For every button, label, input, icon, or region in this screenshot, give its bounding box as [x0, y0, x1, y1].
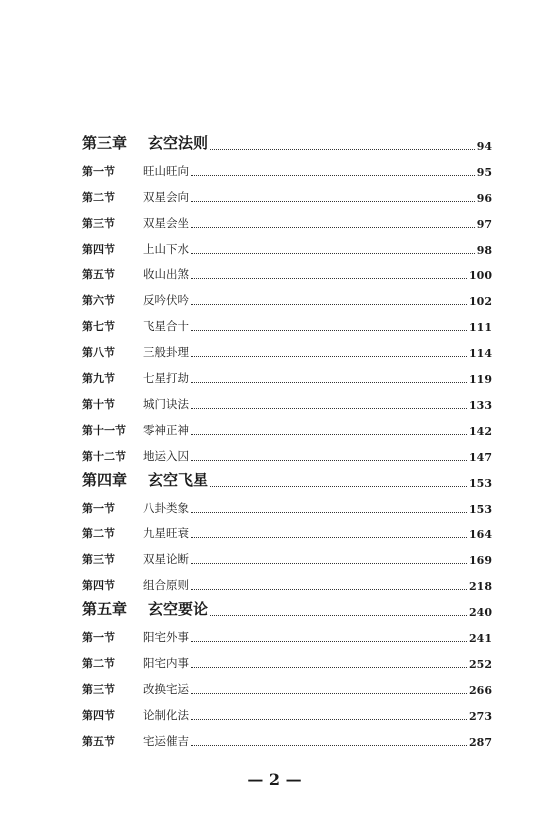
page-reference: 153: [469, 502, 492, 516]
dot-leader: [191, 175, 475, 176]
toc-section-entry[interactable]: [82, 516, 492, 542]
dot-leader: [191, 227, 475, 228]
dot-leader: [191, 589, 467, 590]
section-title: 三般卦理: [143, 345, 189, 360]
dot-leader: [191, 330, 467, 331]
page-reference: 266: [469, 683, 492, 697]
page-reference: 147: [469, 450, 492, 464]
toc-section-entry[interactable]: [82, 671, 492, 697]
toc-section-entry[interactable]: [82, 360, 492, 386]
toc-section-entry[interactable]: [82, 567, 492, 593]
section-title: 组合原则: [143, 578, 189, 593]
toc-section-entry[interactable]: [82, 334, 492, 360]
dot-leader: [191, 563, 467, 564]
toc-section-entry[interactable]: [82, 541, 492, 567]
page-reference: 273: [469, 709, 492, 723]
dot-leader: [191, 408, 467, 409]
section-title: 旺山旺向: [143, 163, 189, 178]
page-reference: 98: [476, 243, 492, 257]
section-number: 第八节: [82, 346, 115, 360]
section-title: 城门诀法: [143, 396, 189, 411]
section-number: 第十节: [82, 397, 115, 411]
page-reference: 119: [469, 373, 492, 387]
toc-section-entry[interactable]: [82, 697, 492, 723]
section-title: 八卦类象: [143, 500, 189, 515]
page-reference: 169: [469, 554, 492, 568]
dot-leader: [191, 537, 467, 538]
section-title: 反吟伏吟: [143, 293, 189, 308]
page-reference: 102: [469, 295, 492, 309]
section-number: 第四节: [82, 708, 115, 722]
dot-leader: [191, 356, 467, 357]
section-title: 改换宅运: [143, 681, 189, 696]
toc-section-entry[interactable]: [82, 153, 492, 179]
chapter-title: 玄空飞星: [148, 470, 209, 489]
chapter-number: 第三章: [82, 134, 128, 152]
section-number: 第四节: [82, 579, 115, 593]
section-number: 第一节: [82, 501, 115, 515]
dot-leader: [191, 201, 475, 202]
page-reference: 133: [469, 398, 492, 412]
page-reference: 96: [476, 191, 492, 205]
page-reference: 153: [469, 476, 492, 490]
dot-leader: [191, 278, 467, 279]
page-reference: 94: [476, 140, 492, 153]
dot-leader: [191, 253, 475, 254]
toc-section-entry[interactable]: [82, 619, 492, 645]
toc-section-entry[interactable]: [82, 386, 492, 412]
page-reference: 114: [469, 347, 492, 361]
toc-section-entry[interactable]: [82, 308, 492, 334]
page-reference: 142: [469, 424, 492, 438]
page-reference: 95: [476, 165, 492, 179]
toc-section-entry[interactable]: [82, 282, 492, 308]
section-title: 上山下水: [143, 241, 189, 256]
section-title: 阳宅外事: [143, 630, 189, 645]
section-title: 收山出煞: [143, 267, 189, 282]
dot-leader: [191, 460, 467, 461]
toc-section-entry[interactable]: [82, 438, 492, 464]
toc-section-entry[interactable]: [82, 231, 492, 257]
toc-section-entry[interactable]: [82, 412, 492, 438]
section-title: 双星会坐: [143, 215, 189, 230]
dot-leader: [191, 304, 467, 305]
toc-chapter-entry[interactable]: [82, 464, 492, 490]
section-number: 第十二节: [82, 449, 126, 463]
section-title: 双星会向: [143, 189, 189, 204]
section-number: 第九节: [82, 372, 115, 386]
toc-chapter-entry[interactable]: [82, 127, 492, 153]
page-reference: 111: [469, 321, 492, 335]
section-title: 地运入囚: [143, 448, 189, 463]
chapter-title: 玄空法则: [148, 134, 209, 152]
toc-section-entry[interactable]: [82, 179, 492, 205]
section-number: 第三节: [82, 553, 115, 567]
dot-leader: [191, 641, 467, 642]
section-title: 七星打劫: [143, 371, 189, 386]
dot-leader: [191, 745, 467, 746]
dot-leader: [191, 719, 467, 720]
toc-section-entry[interactable]: [82, 723, 492, 749]
section-title: 论制化法: [143, 707, 189, 722]
page-reference: 241: [469, 632, 492, 646]
section-number: 第四节: [82, 242, 115, 256]
section-number: 第一节: [82, 164, 115, 178]
page-reference: 164: [469, 528, 492, 542]
page-reference: 240: [469, 606, 492, 620]
page-reference: 252: [469, 658, 492, 672]
dot-leader: [191, 512, 467, 513]
dot-leader: [191, 434, 467, 435]
section-title: 宅运催吉: [143, 733, 189, 748]
section-number: 第一节: [82, 631, 115, 645]
section-number: 第二节: [82, 190, 115, 204]
page-reference: 287: [469, 735, 492, 749]
section-number: 第二节: [82, 657, 115, 671]
chapter-number: 第四章: [82, 470, 128, 489]
dot-leader: [210, 486, 467, 487]
section-number: 第七节: [82, 320, 115, 334]
section-title: 飞星合十: [143, 319, 189, 334]
page-reference: 100: [469, 269, 492, 283]
section-title: 双星论断: [143, 552, 189, 567]
toc-section-entry[interactable]: [82, 205, 492, 231]
section-number: 第十一节: [82, 423, 126, 437]
section-number: 第三节: [82, 216, 115, 230]
chapter-number: 第五章: [82, 600, 128, 619]
toc-chapter-entry[interactable]: [82, 593, 492, 619]
section-number: 第三节: [82, 682, 115, 696]
toc-section-entry[interactable]: [82, 645, 492, 671]
section-number: 第二节: [82, 527, 115, 541]
dot-leader: [210, 149, 475, 150]
section-title: 九星旺衰: [143, 526, 189, 541]
page-reference: 97: [476, 217, 492, 231]
chapter-title: 玄空要论: [148, 600, 209, 619]
section-title: 阳宅内事: [143, 656, 189, 671]
table-of-contents: [82, 127, 492, 749]
dot-leader: [191, 667, 467, 668]
toc-section-entry[interactable]: [82, 257, 492, 283]
section-number: 第六节: [82, 294, 115, 308]
page-number: — 2 —: [247, 770, 302, 789]
section-number: 第五节: [82, 268, 115, 282]
dot-leader: [191, 693, 467, 694]
dot-leader: [210, 615, 467, 616]
section-title: 零神正神: [143, 422, 189, 437]
dot-leader: [191, 382, 467, 383]
page-reference: 218: [469, 580, 492, 594]
toc-section-entry[interactable]: [82, 490, 492, 516]
section-number: 第五节: [82, 734, 115, 748]
